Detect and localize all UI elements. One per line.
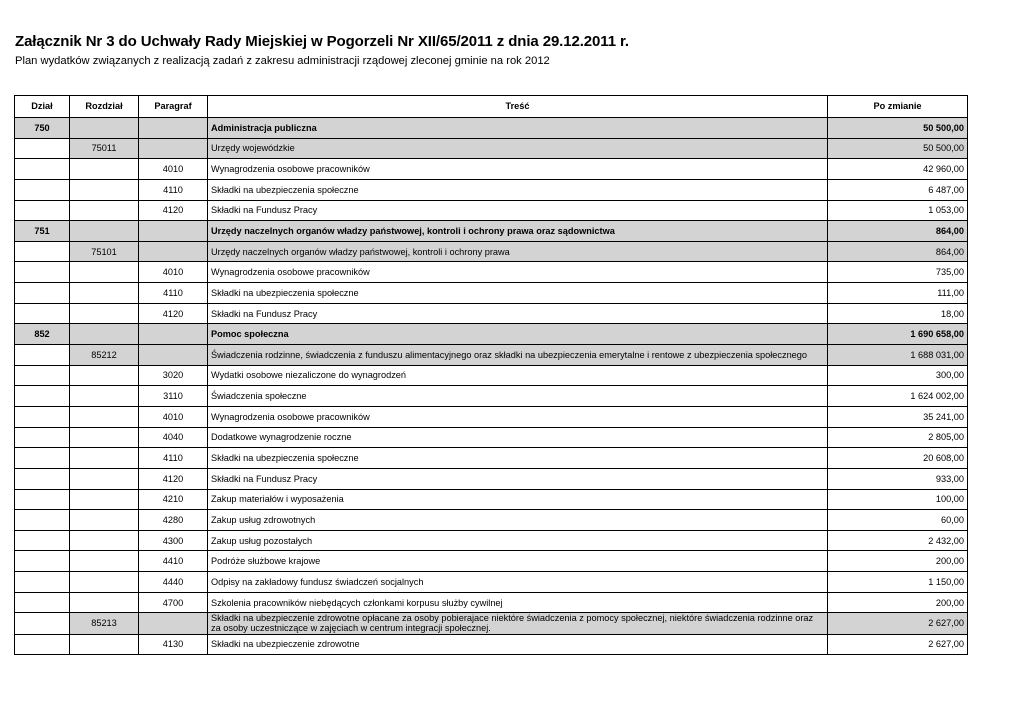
cell-amount: 60,00 [828, 510, 968, 531]
cell-tresc: Składki na Fundusz Pracy [208, 468, 828, 489]
cell-amount: 200,00 [828, 551, 968, 572]
cell-tresc: Wynagrodzenia osobowe pracowników [208, 262, 828, 283]
cell-dzial [15, 572, 70, 593]
cell-dzial [15, 468, 70, 489]
cell-amount: 864,00 [828, 241, 968, 262]
cell-tresc: Składki na ubezpieczenia społeczne [208, 283, 828, 304]
cell-paragraf: 4110 [139, 179, 208, 200]
cell-dzial [15, 365, 70, 386]
cell-rozdzial [70, 572, 139, 593]
table-body [15, 118, 968, 655]
cell-rozdzial [70, 386, 139, 407]
cell-amount: 100,00 [828, 489, 968, 510]
cell-tresc: Świadczenia rodzinne, świadczenia z funduszu alimentacyjnego oraz składki na ubezpieczenia emerytalne i rentowe z ubezpieczenia społecznego [208, 345, 828, 366]
cell-tresc: Składki na ubezpieczenie zdrowotne [208, 634, 828, 655]
cell-paragraf: 4110 [139, 283, 208, 304]
cell-rozdzial: 75011 [70, 138, 139, 159]
cell-dzial [15, 179, 70, 200]
cell-paragraf [139, 138, 208, 159]
table-row [15, 283, 968, 304]
table-row [15, 262, 968, 283]
cell-paragraf [139, 613, 208, 634]
budget-table [14, 95, 968, 655]
cell-tresc: Składki na Fundusz Pracy [208, 200, 828, 221]
cell-dzial: 852 [15, 324, 70, 345]
header-paragraf: Paragraf [139, 96, 208, 118]
header-dzial: Dział [15, 96, 70, 118]
cell-amount: 1 624 002,00 [828, 386, 968, 407]
cell-rozdzial [70, 592, 139, 613]
cell-rozdzial [70, 324, 139, 345]
cell-dzial [15, 427, 70, 448]
section-row [15, 118, 968, 139]
table-row [15, 530, 968, 551]
header-rozdzial: Rozdział [70, 96, 139, 118]
cell-dzial [15, 530, 70, 551]
cell-dzial [15, 138, 70, 159]
cell-tresc: Składki na ubezpieczenia społeczne [208, 179, 828, 200]
document-title: Załącznik Nr 3 do Uchwały Rady Miejskiej w Pogorzeli Nr XII/65/2011 z dnia 29.12.2011 r. [15, 33, 629, 50]
cell-amount: 6 487,00 [828, 179, 968, 200]
cell-amount: 200,00 [828, 592, 968, 613]
cell-amount: 18,00 [828, 303, 968, 324]
cell-rozdzial [70, 468, 139, 489]
cell-rozdzial [70, 489, 139, 510]
cell-rozdzial [70, 530, 139, 551]
cell-amount: 1 690 658,00 [828, 324, 968, 345]
cell-dzial [15, 510, 70, 531]
table-row [15, 592, 968, 613]
cell-rozdzial [70, 283, 139, 304]
cell-amount: 50 500,00 [828, 138, 968, 159]
chapter-row [15, 345, 968, 366]
cell-paragraf: 4010 [139, 406, 208, 427]
cell-tresc: Zakup usług zdrowotnych [208, 510, 828, 531]
cell-paragraf: 4700 [139, 592, 208, 613]
table-row [15, 427, 968, 448]
chapter-row [15, 613, 968, 634]
cell-paragraf: 4010 [139, 262, 208, 283]
cell-tresc: Składki na Fundusz Pracy [208, 303, 828, 324]
cell-paragraf [139, 324, 208, 345]
cell-dzial [15, 592, 70, 613]
document-subtitle: Plan wydatków związanych z realizacją zadań z zakresu administracji rządowej zleconej gminie na rok 2012 [15, 55, 550, 67]
table-row [15, 200, 968, 221]
cell-dzial [15, 386, 70, 407]
cell-amount: 1 688 031,00 [828, 345, 968, 366]
cell-dzial [15, 551, 70, 572]
table-row [15, 551, 968, 572]
cell-tresc: Wynagrodzenia osobowe pracowników [208, 159, 828, 180]
cell-paragraf: 4120 [139, 468, 208, 489]
section-row [15, 221, 968, 242]
cell-amount: 42 960,00 [828, 159, 968, 180]
cell-rozdzial [70, 118, 139, 139]
cell-amount: 933,00 [828, 468, 968, 489]
cell-rozdzial [70, 200, 139, 221]
cell-tresc: Wydatki osobowe niezaliczone do wynagrodzeń [208, 365, 828, 386]
cell-amount: 2 432,00 [828, 530, 968, 551]
cell-amount: 35 241,00 [828, 406, 968, 427]
cell-rozdzial [70, 427, 139, 448]
cell-dzial [15, 406, 70, 427]
cell-dzial [15, 262, 70, 283]
cell-tresc: Składki na ubezpieczenia społeczne [208, 448, 828, 469]
cell-paragraf: 4300 [139, 530, 208, 551]
cell-tresc: Zakup usług pozostałych [208, 530, 828, 551]
cell-dzial: 751 [15, 221, 70, 242]
cell-rozdzial [70, 159, 139, 180]
cell-paragraf: 4040 [139, 427, 208, 448]
cell-amount: 300,00 [828, 365, 968, 386]
cell-dzial [15, 303, 70, 324]
cell-dzial [15, 200, 70, 221]
cell-tresc: Wynagrodzenia osobowe pracowników [208, 406, 828, 427]
cell-rozdzial [70, 634, 139, 655]
cell-amount: 864,00 [828, 221, 968, 242]
cell-amount: 2 627,00 [828, 634, 968, 655]
cell-paragraf: 4210 [139, 489, 208, 510]
cell-dzial [15, 613, 70, 634]
cell-tresc: Administracja publiczna [208, 118, 828, 139]
cell-tresc: Dodatkowe wynagrodzenie roczne [208, 427, 828, 448]
cell-paragraf: 4120 [139, 200, 208, 221]
cell-paragraf [139, 118, 208, 139]
cell-tresc: Pomoc społeczna [208, 324, 828, 345]
cell-rozdzial [70, 262, 139, 283]
cell-tresc: Podróże służbowe krajowe [208, 551, 828, 572]
cell-tresc: Świadczenia społeczne [208, 386, 828, 407]
cell-rozdzial: 85213 [70, 613, 139, 634]
cell-paragraf: 4440 [139, 572, 208, 593]
cell-paragraf: 3110 [139, 386, 208, 407]
cell-dzial [15, 283, 70, 304]
table-row [15, 448, 968, 469]
cell-paragraf: 4010 [139, 159, 208, 180]
cell-dzial [15, 345, 70, 366]
cell-dzial [15, 448, 70, 469]
cell-rozdzial [70, 406, 139, 427]
cell-rozdzial [70, 551, 139, 572]
cell-paragraf: 4110 [139, 448, 208, 469]
cell-rozdzial: 85212 [70, 345, 139, 366]
cell-paragraf: 4280 [139, 510, 208, 531]
cell-tresc: Odpisy na zakładowy fundusz świadczeń socjalnych [208, 572, 828, 593]
cell-tresc: Urzędy naczelnych organów władzy państwowej, kontroli i ochrony prawa oraz sądownictwa [208, 221, 828, 242]
cell-amount: 1 150,00 [828, 572, 968, 593]
cell-paragraf [139, 345, 208, 366]
table-row [15, 489, 968, 510]
cell-paragraf: 4410 [139, 551, 208, 572]
chapter-row [15, 138, 968, 159]
cell-paragraf [139, 221, 208, 242]
cell-amount: 2 805,00 [828, 427, 968, 448]
cell-amount: 1 053,00 [828, 200, 968, 221]
cell-dzial [15, 489, 70, 510]
cell-rozdzial [70, 365, 139, 386]
table-row [15, 303, 968, 324]
table-row [15, 159, 968, 180]
cell-tresc: Zakup materiałów i wyposażenia [208, 489, 828, 510]
cell-paragraf: 3020 [139, 365, 208, 386]
cell-amount: 735,00 [828, 262, 968, 283]
header-tresc: Treść [208, 96, 828, 118]
table-row [15, 510, 968, 531]
cell-dzial: 750 [15, 118, 70, 139]
table-row [15, 572, 968, 593]
table-row [15, 365, 968, 386]
cell-tresc: Urzędy naczelnych organów władzy państwowej, kontroli i ochrony prawa [208, 241, 828, 262]
section-row [15, 324, 968, 345]
table-row [15, 179, 968, 200]
table-row [15, 634, 968, 655]
table-row [15, 406, 968, 427]
cell-amount: 111,00 [828, 283, 968, 304]
cell-rozdzial [70, 221, 139, 242]
table-row [15, 468, 968, 489]
cell-rozdzial [70, 448, 139, 469]
cell-tresc: Urzędy wojewódzkie [208, 138, 828, 159]
cell-rozdzial [70, 510, 139, 531]
cell-tresc: Składki na ubezpieczenie zdrowotne opłacane za osoby pobierajace niektóre świadczenia z pomocy społecznej, niektóre świadczenia rodzinne oraz za osoby uczestniczące w zajęciach w centrum integracji społecznej. [208, 613, 828, 634]
cell-paragraf [139, 241, 208, 262]
cell-tresc: Szkolenia pracowników niebędących członkami korpusu służby cywilnej [208, 592, 828, 613]
cell-paragraf: 4120 [139, 303, 208, 324]
cell-dzial [15, 241, 70, 262]
cell-amount: 20 608,00 [828, 448, 968, 469]
cell-paragraf: 4130 [139, 634, 208, 655]
header-po-zmianie: Po zmianie [828, 96, 968, 118]
cell-amount: 50 500,00 [828, 118, 968, 139]
cell-dzial [15, 634, 70, 655]
cell-rozdzial [70, 303, 139, 324]
cell-dzial [15, 159, 70, 180]
table-header-row [15, 96, 968, 118]
cell-amount: 2 627,00 [828, 613, 968, 634]
table-row [15, 386, 968, 407]
cell-rozdzial: 75101 [70, 241, 139, 262]
chapter-row [15, 241, 968, 262]
cell-rozdzial [70, 179, 139, 200]
